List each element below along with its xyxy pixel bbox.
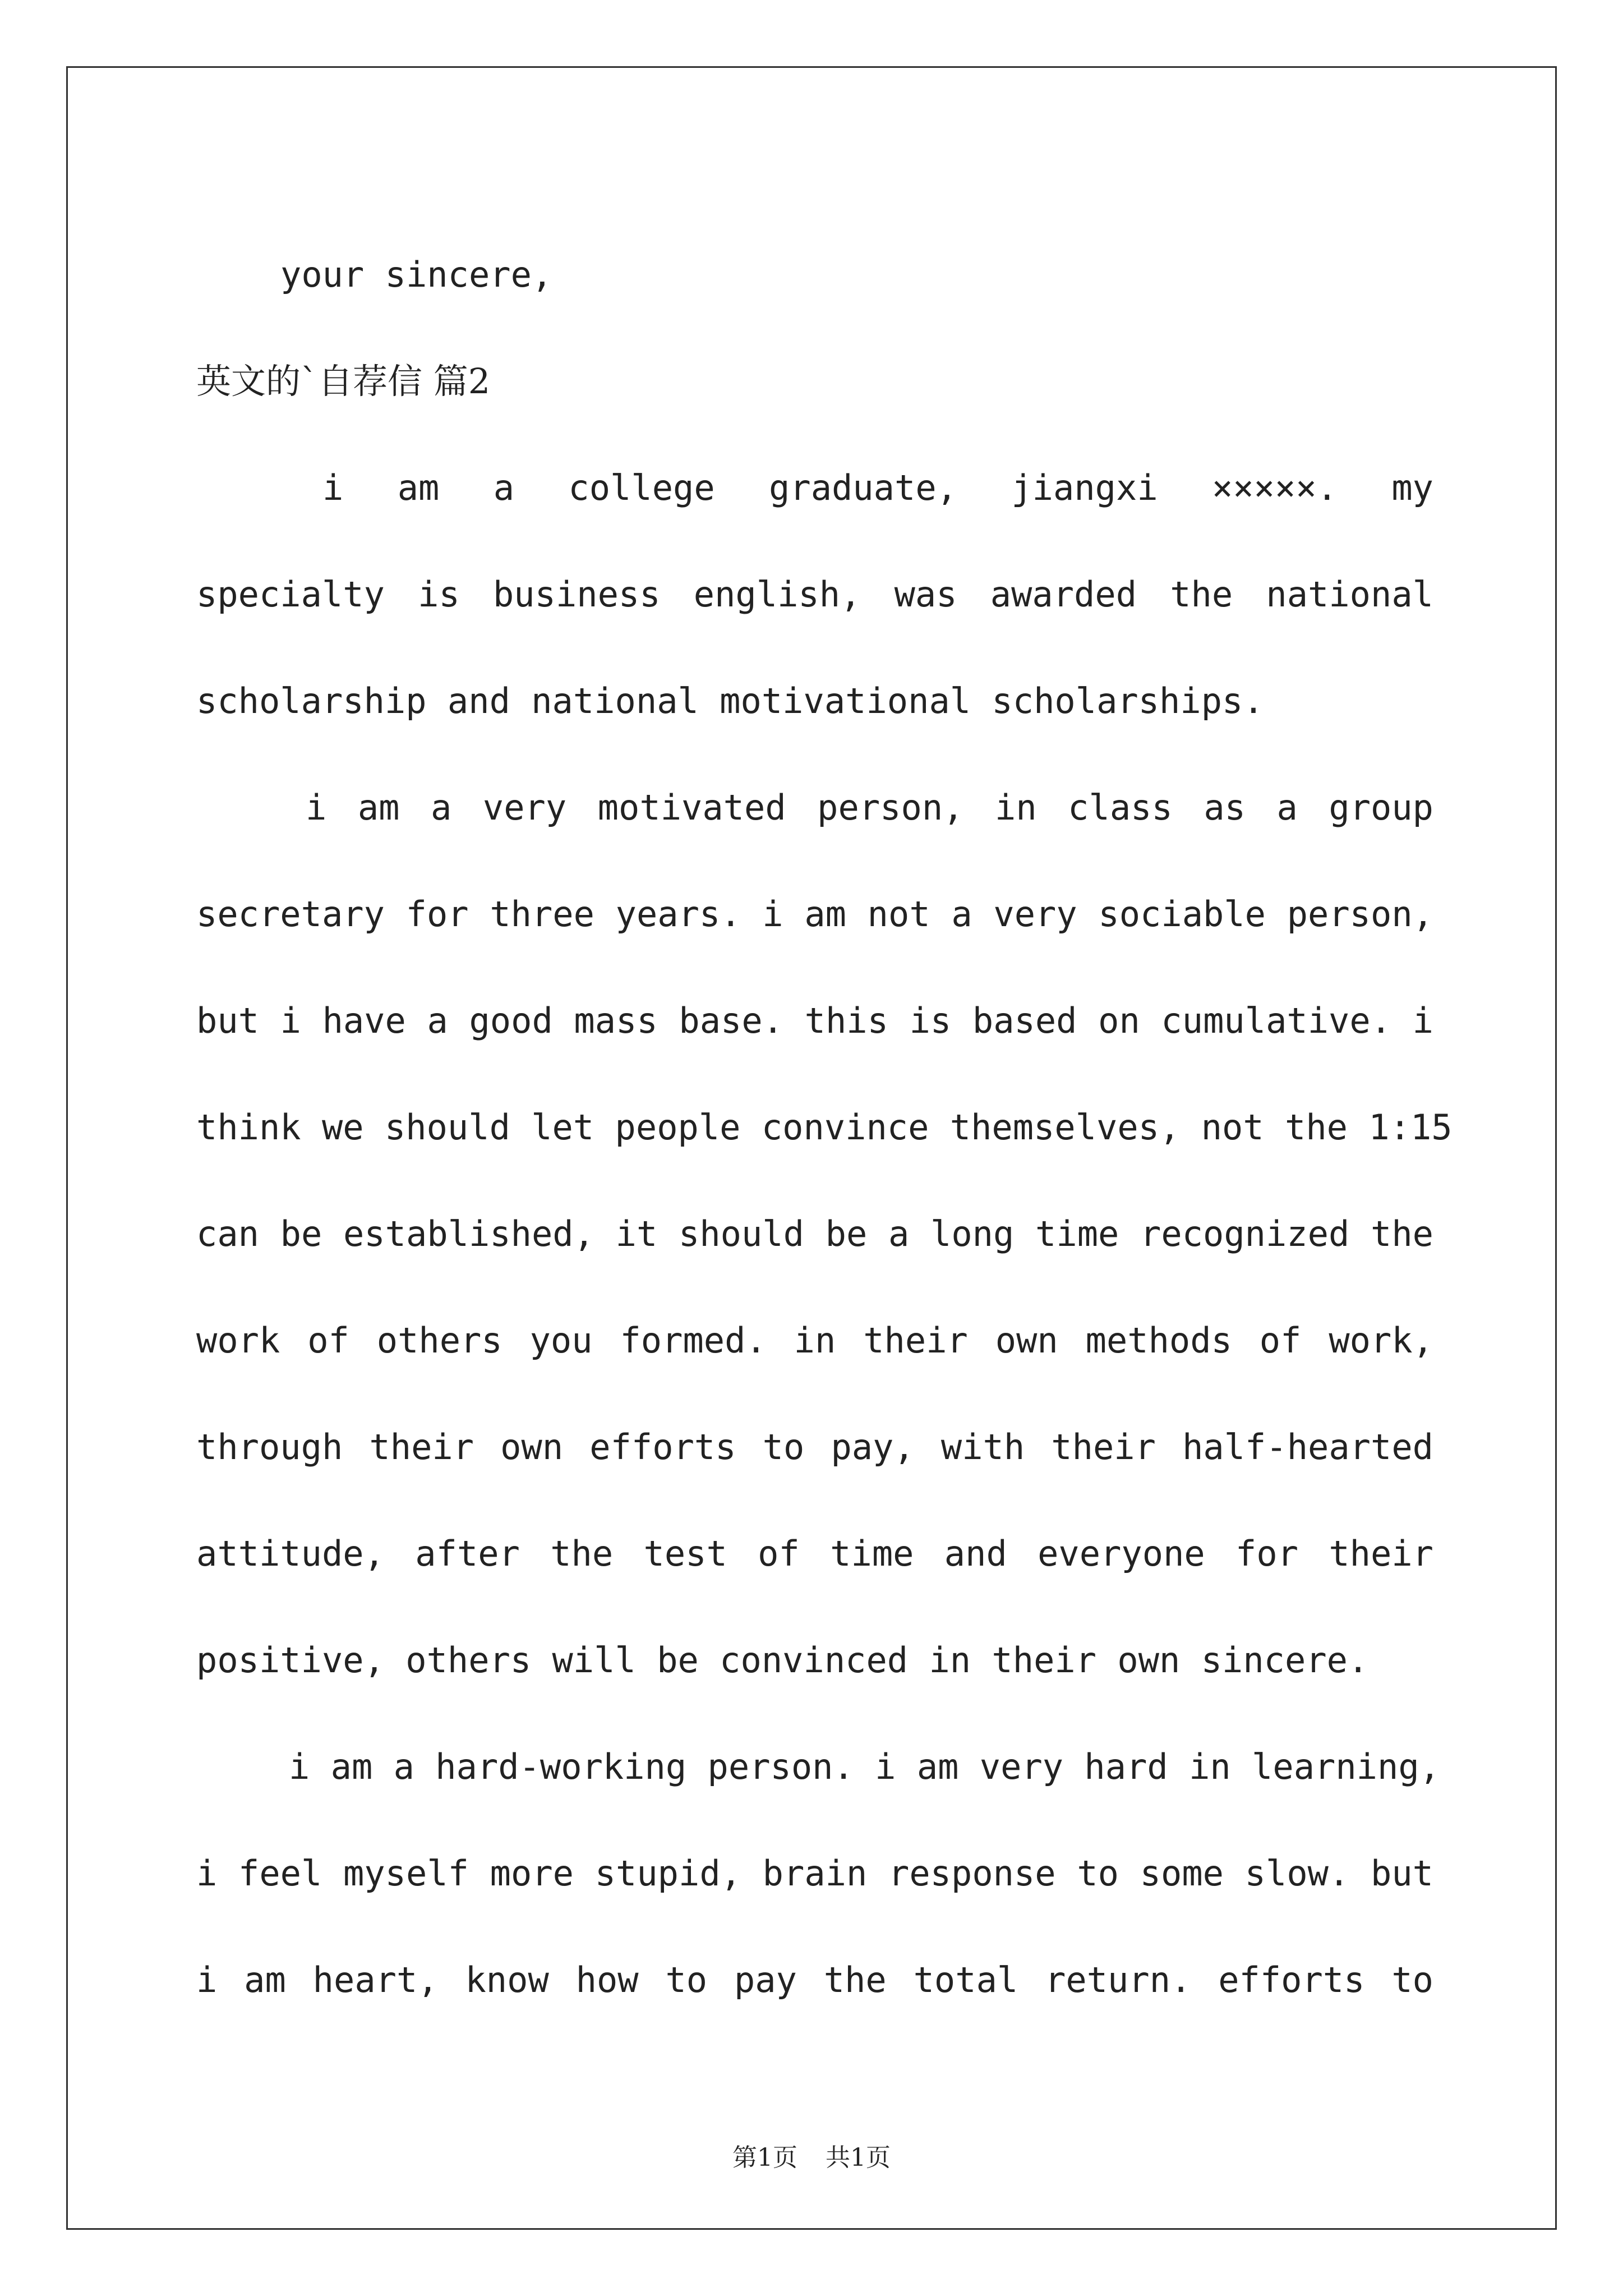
page-number: 第1页 — [732, 2143, 797, 2172]
paragraph-line: i am a college graduate, jiangxi ×××××. my — [322, 467, 1433, 508]
paragraph-line: attitude, after the test of time and everyone for their — [196, 1533, 1433, 1574]
paragraph-line: i am a hard-working person. i am very hard in learning, — [289, 1746, 1440, 1787]
paragraph-1 — [196, 435, 1433, 754]
paragraph-line: i feel myself more stupid, brain response to some slow. but — [196, 1853, 1433, 1894]
paragraph-line: i am heart, know how to pay the total return. efforts to — [196, 1959, 1433, 2000]
paragraph-line: positive, others will be convinced in their own sincere. — [196, 1640, 1369, 1681]
paragraph-line: work of others you formed. in their own methods of work, — [196, 1320, 1433, 1361]
paragraph-line: scholarship and national motivational scholarships. — [196, 680, 1264, 721]
page-total: 共1页 — [826, 2143, 891, 2172]
paragraph-3 — [196, 1714, 1440, 2033]
closing-line: your sincere, — [280, 254, 553, 295]
paragraph-line: secretary for three years. i am not a very sociable person, — [196, 894, 1433, 935]
paragraph-line: but i have a good mass base. this is based on cumulative. i — [196, 1000, 1433, 1041]
document-body — [196, 222, 1453, 2033]
paragraph-2 — [196, 754, 1453, 1714]
paragraph-line: through their own efforts to pay, with their half-hearted — [196, 1427, 1433, 1467]
paragraph-line: can be established, it should be a long time recognized the — [196, 1213, 1433, 1254]
page-footer — [0, 2137, 1623, 2173]
paragraph-line: think we should let people convince themselves, not the 1:15 — [196, 1107, 1453, 1148]
section-heading: 英文的`自荐信 篇2 — [196, 361, 491, 402]
paragraph-line: specialty is business english, was awarded the national — [196, 574, 1433, 615]
paragraph-line: i am a very motivated person, in class as a group — [306, 787, 1433, 828]
